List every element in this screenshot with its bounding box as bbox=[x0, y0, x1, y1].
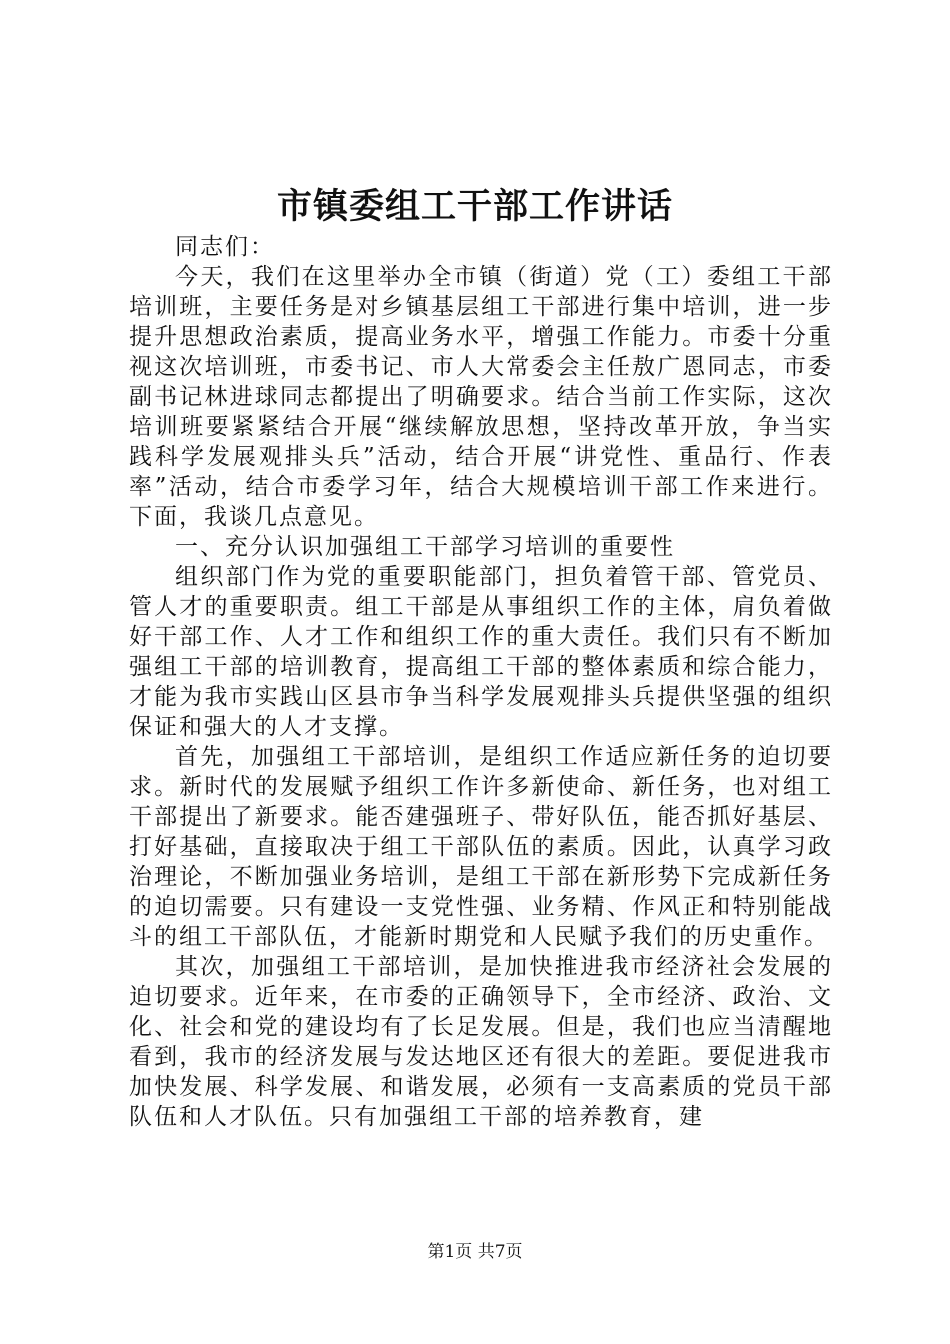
document-body bbox=[129, 232, 833, 1132]
section-heading: 一、充分认识加强组工干部学习培训的重要性 bbox=[175, 534, 675, 560]
page-title: 市镇委组工干部工作讲话 bbox=[276, 186, 673, 227]
body-paragraph: 首先，加强组工干部培训，是组织工作适应新任务的迫切要求。新时代的发展赋予组织工作许多新使命、新任务，也对组工干部提出了新要求。能否建强班子、带好队伍，能否抓好基层、打好基础，直接取决于组工干部队伍的素质。因此，认真学习政治理论，不断加强业务培训，是组工干部在新形势下完成新任务的迫切需要。只有建设一支党性强、业务精、作风正和特别能战斗的组工干部队伍，才能新时期党和人民赋予我们的历史重作。 bbox=[129, 744, 833, 950]
salutation-paragraph: 同志们： bbox=[175, 234, 275, 260]
intro-paragraph: 今天，我们在这里举办全市镇（街道）党（工）委组工干部培训班，主要任务是对乡镇基层组工干部进行集中培训，进一步提升思想政治素质，提高业务水平，增强工作能力。市委十分重视这次培训班，市委书记、市人大常委会主任敖广恩同志，市委副书记林进球同志都提出了明确要求。结合当前工作实际，这次培训班要紧紧结合开展“继续解放思想，坚持改革开放，争当实践科学发展观排头兵”活动，结合开展“讲党性、重品行、作表率”活动，结合市委学习年，结合大规模培训干部工作来进行。下面，我谈几点意见。 bbox=[129, 264, 833, 530]
body-paragraph: 其次，加强组工干部培训，是加快推进我市经济社会发展的迫切要求。近年来，在市委的正确领导下，全市经济、政治、文化、社会和党的建设均有了长足发展。但是，我们也应当清醒地看到，我市的经济发展与发达地区还有很大的差距。要促进我市加快发展、科学发展、和谐发展，必须有一支高素质的党员干部队伍和人才队伍。只有加强组工干部的培养教育，建 bbox=[129, 954, 833, 1130]
body-paragraph: 组织部门作为党的重要职能部门，担负着管干部、管党员、管人才的重要职责。组工干部是从事组织工作的主体，肩负着做好干部工作、人才工作和组织工作的重大责任。我们只有不断加强组工干部的培训教育，提高组工干部的整体素质和综合能力，才能为我市实践山区县市争当科学发展观排头兵提供坚强的组织保证和强大的人才支撑。 bbox=[129, 564, 833, 740]
page-number-footer: 第1页 共7页 bbox=[427, 1242, 523, 1262]
